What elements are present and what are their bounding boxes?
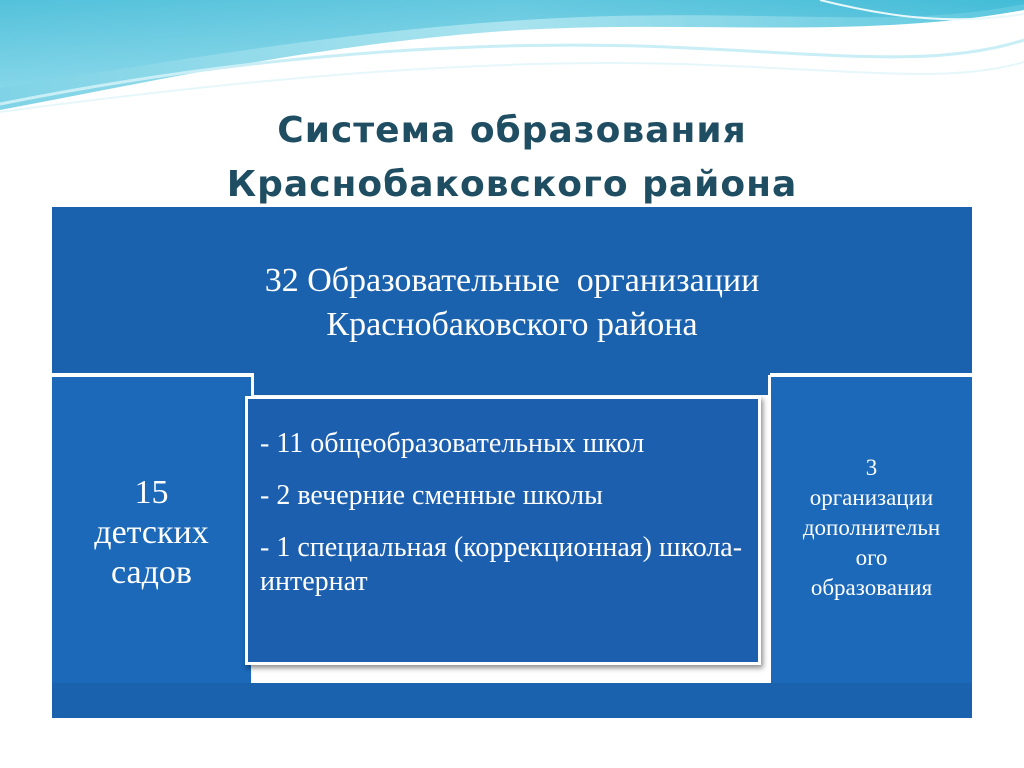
schools-list [260,427,748,617]
additional-education-text [771,453,972,603]
additional-education-label-3: ого [855,545,888,570]
schools-list-item: - 2 вечерние сменные школы [260,480,603,511]
additional-education-label-1: организации [809,485,934,510]
schools-list-item: - 11 общеобразовательных школ [260,428,645,459]
decorative-wave [0,0,1024,120]
total-organizations-panel [52,207,972,373]
additional-education-label-2: дополнительн [802,515,941,540]
total-organizations-line-1: 32 Образовательные организации [264,262,760,299]
kindergartens-count: 15 [134,474,169,511]
page-title [0,104,1024,212]
additional-education-box [768,375,972,683]
bottom-bar [52,683,972,718]
schools-list-item: - 1 специальная (коррекционная) школа-интернат [260,532,743,597]
total-organizations-line-2: Краснобаковского района [326,306,698,343]
schools-box [245,396,761,665]
kindergartens-box [52,375,254,683]
kindergartens-text [52,473,251,593]
title-line-2: Краснобаковского района [226,164,798,205]
kindergartens-label-2: садов [111,554,192,591]
kindergartens-label-1: детских [94,514,209,551]
additional-education-count: 3 [865,455,878,480]
additional-education-label-4: образования [810,575,933,600]
title-line-1: Система образования [277,110,747,151]
total-organizations-text [52,259,972,347]
middle-connector [254,373,770,395]
